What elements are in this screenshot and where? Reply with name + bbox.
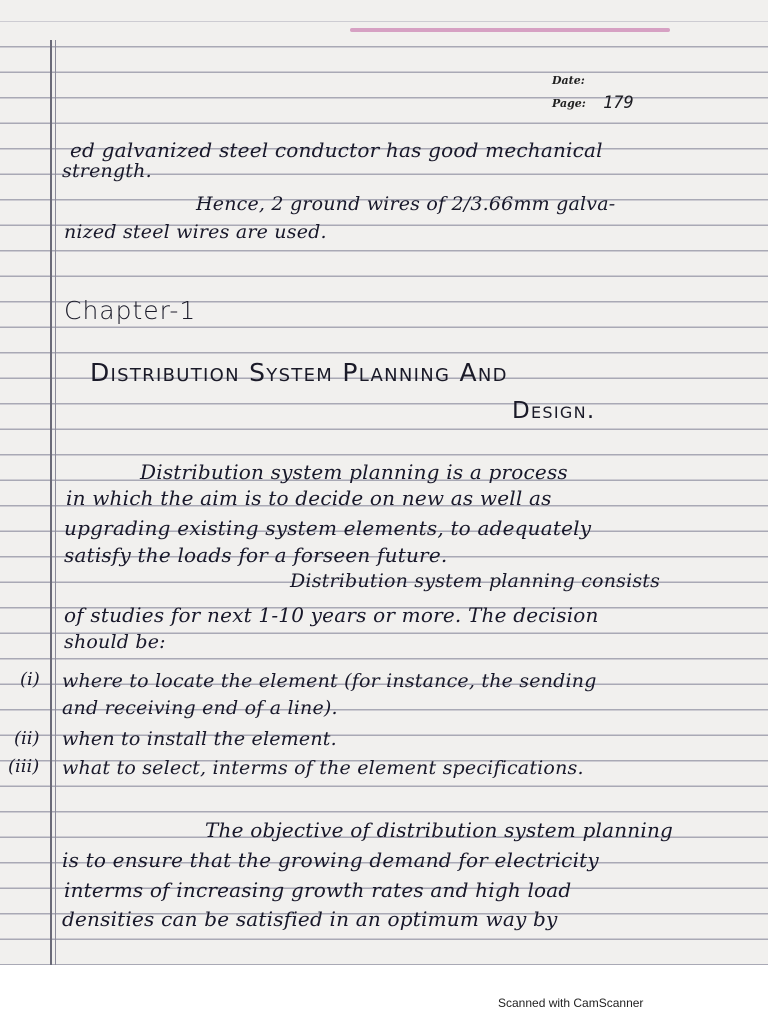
para1-line-4: satisfy the loads for a forseen future.	[64, 543, 448, 567]
chapter-heading: Chapter-1	[64, 296, 197, 325]
list-item-1-line-2: and receiving end of a line).	[62, 697, 338, 719]
intro-line-3: Hence, 2 ground wires of 2/3.66mm galva-	[196, 193, 616, 215]
list-item-1-line-1: where to locate the element (for instance, the sending	[62, 670, 597, 692]
para1-line-3: upgrading existing system elements, to adequately	[64, 516, 592, 540]
list-item-3-line-1: what to select, interms of the element specifications.	[62, 757, 584, 779]
para2-line-1: The objective of distribution system planning	[205, 818, 674, 842]
intro-line-2: strength.	[62, 160, 152, 182]
chapter-title-line-1: Distribution System Planning And	[90, 358, 508, 387]
intro-line-4: nized steel wires are used.	[64, 221, 327, 243]
page-top-edge	[350, 28, 670, 32]
margin-line-inner	[55, 40, 56, 965]
chapter-title-line-2: Design.	[512, 398, 596, 424]
para2-line-4: densities can be satisfied in an optimum way by	[62, 907, 558, 931]
para1-line-2: in which the aim is to decide on new as well as	[66, 486, 552, 510]
para1-line-7: should be:	[64, 631, 166, 653]
margin-line	[50, 40, 52, 965]
para1-line-6: of studies for next 1-10 years or more. The decision	[64, 603, 599, 627]
scanner-watermark: Scanned with CamScanner	[498, 996, 644, 1010]
para1-line-1: Distribution system planning is a process	[140, 460, 568, 484]
list-marker-2: (ii)	[14, 728, 40, 749]
page-label: Page:	[552, 97, 586, 110]
para2-line-3: interms of increasing growth rates and high load	[64, 878, 572, 902]
scan-bottom-margin	[0, 965, 768, 1024]
list-item-2-line-1: when to install the element.	[62, 728, 337, 750]
page-number: 179	[603, 93, 634, 113]
list-marker-1: (i)	[20, 669, 40, 690]
intro-line-1: ed galvanized steel conductor has good mechanical	[70, 138, 603, 162]
para1-line-5: Distribution system planning consists	[290, 570, 661, 592]
para2-line-2: is to ensure that the growing demand for electricity	[62, 848, 599, 872]
list-marker-3: (iii)	[8, 756, 40, 777]
date-label: Date:	[552, 74, 585, 87]
